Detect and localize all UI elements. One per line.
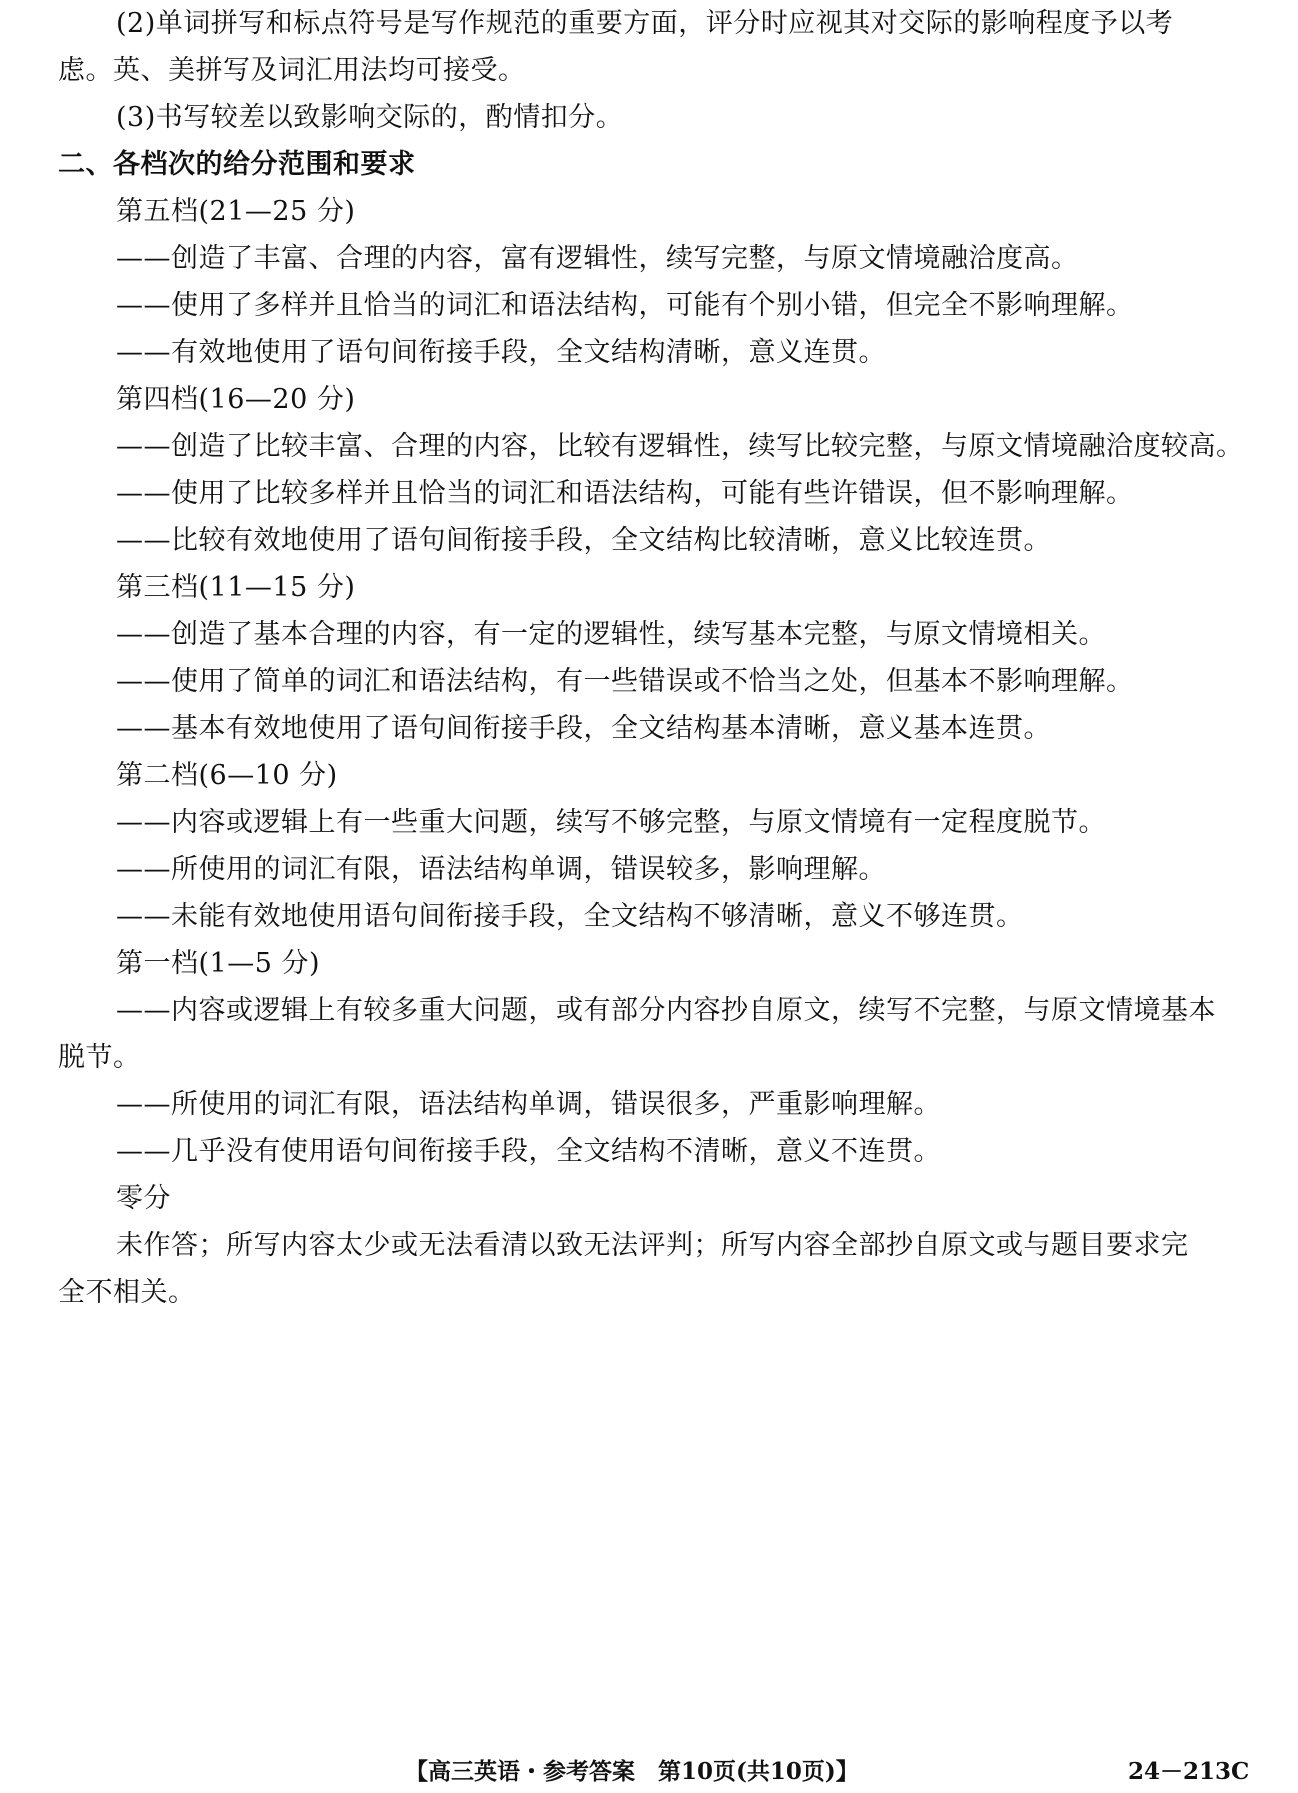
text-line: 第二档(6—10 分) [116, 760, 338, 791]
text-line: 脱节。 [58, 1042, 141, 1073]
page-footer [0, 1754, 1298, 1790]
text-line: 未作答；所写内容太少或无法看清以致无法评判；所写内容全部抄自原文或与题目要求完 [116, 1230, 1189, 1261]
text-line: ——比较有效地使用了语句间衔接手段，全文结构比较清晰，意义比较连贯。 [116, 525, 1051, 556]
text-line: ——几乎没有使用语句间衔接手段，全文结构不清晰，意义不连贯。 [116, 1136, 941, 1167]
text-line: ——创造了比较丰富、合理的内容，比较有逻辑性，续写比较完整，与原文情境融洽度较高。 [116, 431, 1244, 462]
text-line: 虑。英、美拼写及词汇用法均可接受。 [58, 55, 526, 86]
text-line: ——使用了多样并且恰当的词汇和语法结构，可能有个别小错，但完全不影响理解。 [116, 290, 1134, 321]
text-line: ——未能有效地使用语句间衔接手段，全文结构不够清晰，意义不够连贯。 [116, 901, 1024, 932]
text-line: ——创造了丰富、合理的内容，富有逻辑性，续写完整，与原文情境融洽度高。 [116, 243, 1079, 274]
text-line: 零分 [116, 1183, 171, 1214]
text-line: ——使用了比较多样并且恰当的词汇和语法结构，可能有些许错误，但不影响理解。 [116, 478, 1134, 509]
text-line: (3)书写较差以致影响交际的，酌情扣分。 [116, 102, 624, 133]
text-line: ——使用了简单的词汇和语法结构，有一些错误或不恰当之处，但基本不影响理解。 [116, 666, 1134, 697]
section-heading: 二、各档次的给分范围和要求 [58, 149, 416, 180]
text-line: 第五档(21—25 分) [116, 196, 356, 227]
document-body [58, 0, 1244, 1316]
footer-doc-code: 24－213C [1128, 1758, 1250, 1785]
text-line: ——内容或逻辑上有较多重大问题，或有部分内容抄自原文，续写不完整，与原文情境基本 [116, 995, 1216, 1026]
text-line: ——所使用的词汇有限，语法结构单调，错误很多，严重影响理解。 [116, 1089, 941, 1120]
text-line: ——所使用的词汇有限，语法结构单调，错误较多，影响理解。 [116, 854, 886, 885]
text-line: ——基本有效地使用了语句间衔接手段，全文结构基本清晰，意义基本连贯。 [116, 713, 1051, 744]
text-line: 第四档(16—20 分) [116, 384, 356, 415]
text-line: 全不相关。 [58, 1277, 196, 1308]
footer-page-info: 【高三英语・参考答案 第10页(共10页)】 [405, 1758, 859, 1785]
text-line: ——有效地使用了语句间衔接手段，全文结构清晰，意义连贯。 [116, 337, 886, 368]
text-line: ——内容或逻辑上有一些重大问题，续写不够完整，与原文情境有一定程度脱节。 [116, 807, 1106, 838]
text-line: ——创造了基本合理的内容，有一定的逻辑性，续写基本完整，与原文情境相关。 [116, 619, 1106, 650]
text-line: 第三档(11—15 分) [116, 572, 356, 603]
text-line: (2)单词拼写和标点符号是写作规范的重要方面，评分时应视其对交际的影响程度予以考 [116, 8, 1174, 39]
text-line: 第一档(1—5 分) [116, 948, 321, 979]
